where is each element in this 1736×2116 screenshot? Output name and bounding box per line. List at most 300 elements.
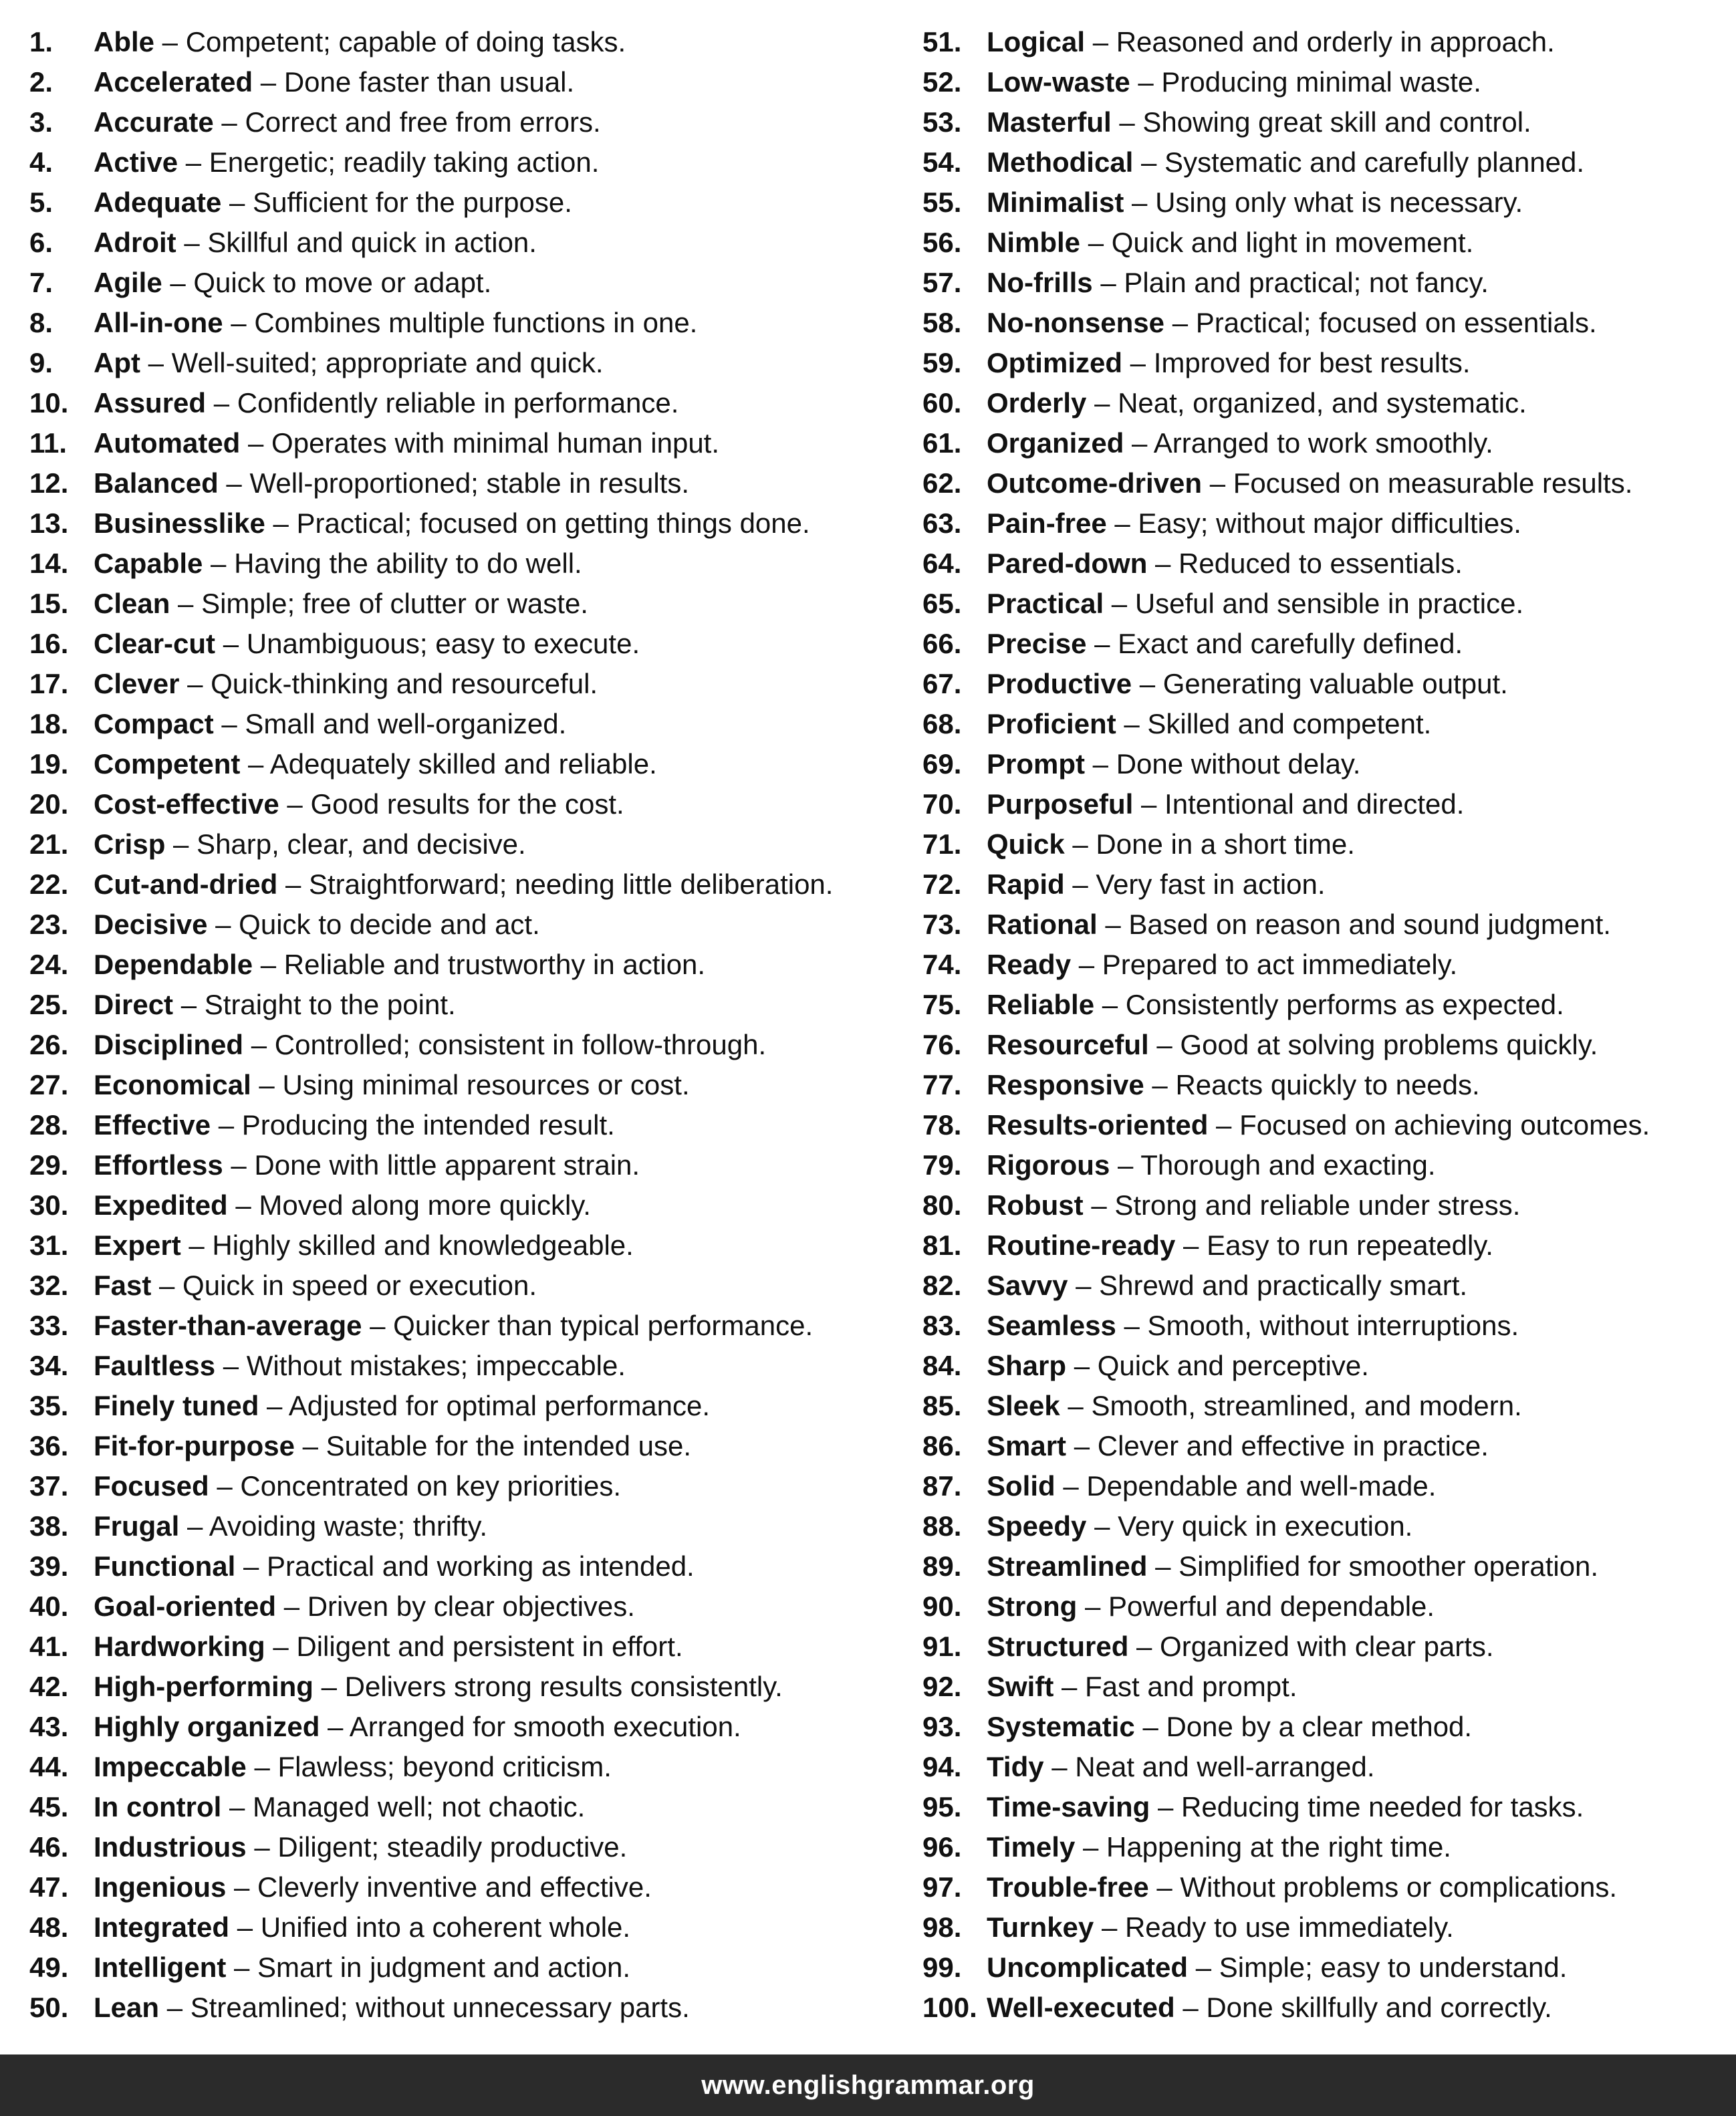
item-definition: – Simplified for smoother operation. [1147, 1550, 1599, 1582]
list-item [922, 1350, 1725, 1390]
list-item [922, 307, 1725, 347]
list-item [922, 1992, 1725, 2032]
item-term: Orderly [987, 387, 1087, 419]
item-term: Rapid [987, 868, 1065, 900]
item-definition: – Reducing time needed for tasks. [1150, 1791, 1584, 1823]
item-term: In control [94, 1791, 222, 1823]
item-term: No-frills [987, 267, 1093, 298]
list-item [922, 1591, 1725, 1631]
item-term: Rigorous [987, 1149, 1110, 1181]
item-term: Cut-and-dried [94, 868, 278, 900]
item-number: 96. [922, 1831, 962, 1863]
item-number: 31. [29, 1229, 69, 1261]
item-definition: – Based on reason and sound judgment. [1097, 909, 1611, 940]
item-number: 23. [29, 909, 69, 940]
item-term: Well-executed [987, 1992, 1175, 2023]
item-definition: – Unified into a coherent whole. [229, 1911, 631, 1943]
item-term: Time-saving [987, 1791, 1150, 1823]
list-item [29, 1430, 892, 1470]
list-item [29, 949, 892, 989]
item-definition: – Happening at the right time. [1075, 1831, 1451, 1863]
item-definition: – Reacts quickly to needs. [1144, 1069, 1480, 1100]
item-term: Faultless [94, 1350, 216, 1381]
item-number: 9. [29, 347, 53, 378]
list-item [29, 307, 892, 347]
list-item [29, 828, 892, 868]
item-definition: – Adequately skilled and reliable. [240, 748, 657, 780]
list-item [922, 1430, 1725, 1470]
item-number: 73. [922, 909, 962, 940]
list-item [29, 868, 892, 909]
item-definition: – Arranged to work smoothly. [1124, 427, 1493, 459]
item-number: 98. [922, 1911, 962, 1943]
item-number: 28. [29, 1109, 69, 1141]
item-definition: – Delivers strong results consistently. [313, 1671, 783, 1702]
item-term: Seamless [987, 1310, 1116, 1341]
item-term: Integrated [94, 1911, 230, 1943]
item-definition: – Highly skilled and knowledgeable. [180, 1229, 634, 1261]
item-number: 88. [922, 1510, 962, 1542]
item-number: 83. [922, 1310, 962, 1341]
item-number: 79. [922, 1149, 962, 1181]
item-number: 91. [922, 1631, 962, 1662]
item-number: 13. [29, 507, 69, 539]
item-term: Results-oriented [987, 1109, 1209, 1141]
item-number: 100. [922, 1992, 977, 2023]
list-item [29, 187, 892, 227]
item-definition: – Well-proportioned; stable in results. [218, 467, 689, 499]
list-item [29, 909, 892, 949]
item-definition: – Exact and carefully defined. [1086, 628, 1463, 659]
item-definition: – Dependable and well-made. [1055, 1470, 1437, 1502]
item-term: Purposeful [987, 788, 1134, 820]
list-item [29, 748, 892, 788]
item-term: Cost-effective [94, 788, 279, 820]
item-definition: – Quicker than typical performance. [362, 1310, 814, 1341]
item-definition: – Skilled and competent. [1116, 708, 1432, 739]
list-item [29, 1109, 892, 1149]
item-term: Reliable [987, 989, 1095, 1020]
item-number: 59. [922, 347, 962, 378]
item-term: Able [94, 26, 155, 57]
item-term: Assured [94, 387, 207, 419]
list-item [29, 26, 892, 66]
item-number: 29. [29, 1149, 69, 1181]
item-number: 30. [29, 1189, 69, 1221]
item-number: 62. [922, 467, 962, 499]
item-term: Minimalist [987, 187, 1124, 218]
item-term: Outcome-driven [987, 467, 1203, 499]
item-number: 45. [29, 1791, 69, 1823]
item-term: Dependable [94, 949, 253, 980]
list-item [29, 1952, 892, 1992]
list-item [922, 1310, 1725, 1350]
item-number: 57. [922, 267, 962, 298]
item-term: Clear-cut [94, 628, 216, 659]
item-number: 5. [29, 187, 53, 218]
word-list-column-left [29, 26, 892, 2032]
item-definition: – Shrewd and practically smart. [1068, 1270, 1468, 1301]
item-term: Pared-down [987, 548, 1148, 579]
item-term: Direct [94, 989, 174, 1020]
item-number: 24. [29, 949, 69, 980]
item-term: Expert [94, 1229, 181, 1261]
item-number: 63. [922, 507, 962, 539]
item-term: Compact [94, 708, 214, 739]
item-number: 33. [29, 1310, 69, 1341]
item-definition: – Good results for the cost. [279, 788, 624, 820]
list-item [922, 1751, 1725, 1791]
item-definition: – Adjusted for optimal performance. [259, 1390, 711, 1421]
item-term: Businesslike [94, 507, 265, 539]
list-item [29, 628, 892, 668]
item-definition: – Controlled; consistent in follow-through. [243, 1029, 767, 1060]
item-definition: – Energetic; readily taking action. [178, 146, 600, 178]
item-number: 1. [29, 26, 53, 57]
list-item [29, 1189, 892, 1229]
list-item [922, 1631, 1725, 1671]
list-item [29, 1229, 892, 1270]
item-definition: – Sharp, clear, and decisive. [165, 828, 526, 860]
list-item [922, 1109, 1725, 1149]
list-item [922, 1390, 1725, 1430]
item-definition: – Very fast in action. [1064, 868, 1326, 900]
list-item [922, 548, 1725, 588]
item-definition: – Done with little apparent strain. [223, 1149, 640, 1181]
list-item [29, 1791, 892, 1831]
item-definition: – Using minimal resources or cost. [251, 1069, 690, 1100]
item-number: 15. [29, 588, 69, 619]
item-number: 25. [29, 989, 69, 1020]
item-term: Adequate [94, 187, 222, 218]
list-item [922, 1510, 1725, 1550]
item-number: 86. [922, 1430, 962, 1461]
item-definition: – Streamlined; without unnecessary parts. [159, 1992, 690, 2023]
list-item [922, 1029, 1725, 1069]
item-definition: – Managed well; not chaotic. [221, 1791, 586, 1823]
item-term: Low-waste [987, 66, 1130, 98]
list-item [922, 668, 1725, 708]
list-item [29, 1550, 892, 1591]
item-term: Decisive [94, 909, 208, 940]
item-number: 44. [29, 1751, 69, 1782]
item-term: Responsive [987, 1069, 1144, 1100]
item-number: 93. [922, 1711, 962, 1742]
item-number: 19. [29, 748, 69, 780]
item-term: Competent [94, 748, 241, 780]
item-definition: – Intentional and directed. [1133, 788, 1465, 820]
item-definition: – Suitable for the intended use. [294, 1430, 692, 1461]
list-item [922, 1911, 1725, 1952]
list-item [29, 427, 892, 467]
item-term: Methodical [987, 146, 1134, 178]
item-term: Systematic [987, 1711, 1135, 1742]
item-definition: – Arranged for smooth execution. [320, 1711, 741, 1742]
item-definition: – Generating valuable output. [1132, 668, 1508, 699]
list-item [922, 187, 1725, 227]
item-number: 2. [29, 66, 53, 98]
item-number: 58. [922, 307, 962, 338]
item-definition: – Smart in judgment and action. [226, 1952, 631, 1983]
list-item [922, 227, 1725, 267]
list-item [922, 26, 1725, 66]
item-definition: – Reasoned and orderly in approach. [1085, 26, 1555, 57]
item-definition: – Skillful and quick in action. [176, 227, 537, 258]
list-item [29, 1149, 892, 1189]
item-definition: – Smooth, streamlined, and modern. [1060, 1390, 1522, 1421]
list-item [29, 1711, 892, 1751]
item-term: High-performing [94, 1671, 314, 1702]
item-definition: – Practical and working as intended. [235, 1550, 695, 1582]
item-definition: – Practical; focused on essentials. [1164, 307, 1597, 338]
item-number: 56. [922, 227, 962, 258]
item-definition: – Fast and prompt. [1053, 1671, 1297, 1702]
item-term: Solid [987, 1470, 1056, 1502]
list-item [922, 507, 1725, 548]
list-item [29, 1751, 892, 1791]
item-definition: – Useful and sensible in practice. [1104, 588, 1524, 619]
item-term: No-nonsense [987, 307, 1165, 338]
list-item [922, 1871, 1725, 1911]
item-definition: – Driven by clear objectives. [276, 1591, 635, 1622]
item-definition: – Simple; easy to understand. [1188, 1952, 1568, 1983]
item-term: Agile [94, 267, 162, 298]
item-definition: – Prepared to act immediately. [1071, 949, 1458, 980]
item-term: Adroit [94, 227, 176, 258]
item-term: Automated [94, 427, 241, 459]
list-item [922, 1671, 1725, 1711]
list-item [29, 1631, 892, 1671]
item-definition: – Without problems or complications. [1148, 1871, 1617, 1903]
item-term: Sleek [987, 1390, 1060, 1421]
item-number: 41. [29, 1631, 69, 1662]
item-term: Clever [94, 668, 180, 699]
list-item [922, 267, 1725, 307]
list-item [29, 1671, 892, 1711]
item-definition: – Straightforward; needing little deliberation. [277, 868, 834, 900]
list-item [29, 507, 892, 548]
item-term: Sharp [987, 1350, 1067, 1381]
item-term: Resourceful [987, 1029, 1149, 1060]
item-definition: – Neat and well-arranged. [1043, 1751, 1375, 1782]
list-item [29, 1831, 892, 1871]
item-number: 85. [922, 1390, 962, 1421]
footer-bar [0, 2054, 1736, 2116]
item-number: 81. [922, 1229, 962, 1261]
list-item [922, 748, 1725, 788]
item-number: 94. [922, 1751, 962, 1782]
item-definition: – Thorough and exacting. [1110, 1149, 1436, 1181]
item-definition: – Done without delay. [1085, 748, 1361, 780]
list-item [922, 146, 1725, 187]
list-item [922, 467, 1725, 507]
item-number: 47. [29, 1871, 69, 1903]
item-term: Nimble [987, 227, 1081, 258]
item-term: Fit-for-purpose [94, 1430, 295, 1461]
item-number: 89. [922, 1550, 962, 1582]
item-number: 20. [29, 788, 69, 820]
item-number: 82. [922, 1270, 962, 1301]
list-item [922, 66, 1725, 106]
item-number: 16. [29, 628, 69, 659]
list-item [922, 106, 1725, 146]
item-term: Logical [987, 26, 1086, 57]
list-item [922, 1189, 1725, 1229]
list-item [922, 1791, 1725, 1831]
item-term: Faster-than-average [94, 1310, 362, 1341]
item-number: 69. [922, 748, 962, 780]
list-item [922, 588, 1725, 628]
list-item [922, 1149, 1725, 1189]
item-term: Finely tuned [94, 1390, 259, 1421]
item-definition: – Organized with clear parts. [1128, 1631, 1494, 1662]
item-number: 34. [29, 1350, 69, 1381]
item-term: Accurate [94, 106, 214, 138]
item-definition: – Showing great skill and control. [1111, 106, 1531, 138]
item-term: Structured [987, 1631, 1129, 1662]
item-term: Disciplined [94, 1029, 244, 1060]
item-term: Proficient [987, 708, 1116, 739]
item-number: 48. [29, 1911, 69, 1943]
item-definition: – Neat, organized, and systematic. [1086, 387, 1527, 419]
item-definition: – Without mistakes; impeccable. [215, 1350, 626, 1381]
item-definition: – Done by a clear method. [1134, 1711, 1473, 1742]
item-definition: – Producing the intended result. [211, 1109, 615, 1141]
item-term: Optimized [987, 347, 1123, 378]
list-item [29, 1270, 892, 1310]
item-definition: – Powerful and dependable. [1077, 1591, 1435, 1622]
list-item [922, 628, 1725, 668]
item-term: Balanced [94, 467, 219, 499]
item-number: 64. [922, 548, 962, 579]
item-term: Intelligent [94, 1952, 227, 1983]
item-term: Fast [94, 1270, 152, 1301]
item-number: 92. [922, 1671, 962, 1702]
item-definition: – Practical; focused on getting things done. [265, 507, 810, 539]
list-item [922, 1470, 1725, 1510]
item-term: Swift [987, 1671, 1054, 1702]
item-number: 71. [922, 828, 962, 860]
list-item [922, 347, 1725, 387]
item-number: 87. [922, 1470, 962, 1502]
item-definition: – Good at solving problems quickly. [1148, 1029, 1598, 1060]
list-item [922, 427, 1725, 467]
list-item [922, 1550, 1725, 1591]
list-item [29, 66, 892, 106]
item-number: 10. [29, 387, 69, 419]
item-number: 55. [922, 187, 962, 218]
item-definition: – Concentrated on key priorities. [209, 1470, 622, 1502]
item-number: 80. [922, 1189, 962, 1221]
list-item [29, 146, 892, 187]
item-definition: – Reliable and trustworthy in action. [253, 949, 706, 980]
item-term: Streamlined [987, 1550, 1148, 1582]
list-item [29, 1992, 892, 2032]
item-term: Crisp [94, 828, 166, 860]
item-number: 3. [29, 106, 53, 138]
item-term: Effective [94, 1109, 211, 1141]
footer-website[interactable]: www.englishgrammar.org [701, 2070, 1035, 2100]
item-term: Ingenious [94, 1871, 227, 1903]
list-item [29, 788, 892, 828]
item-term: Precise [987, 628, 1087, 659]
list-item [29, 267, 892, 307]
item-definition: – Quick to decide and act. [207, 909, 540, 940]
item-number: 53. [922, 106, 962, 138]
item-number: 67. [922, 668, 962, 699]
item-number: 77. [922, 1069, 962, 1100]
item-number: 49. [29, 1952, 69, 1983]
item-term: Speedy [987, 1510, 1087, 1542]
list-item [29, 1350, 892, 1390]
item-term: Turnkey [987, 1911, 1094, 1943]
item-term: Highly organized [94, 1711, 320, 1742]
item-definition: – Very quick in execution. [1086, 1510, 1413, 1542]
item-number: 99. [922, 1952, 962, 1983]
item-number: 76. [922, 1029, 962, 1060]
list-item [29, 1591, 892, 1631]
item-term: Organized [987, 427, 1124, 459]
item-term: Smart [987, 1430, 1067, 1461]
item-number: 7. [29, 267, 53, 298]
item-number: 95. [922, 1791, 962, 1823]
item-term: Strong [987, 1591, 1078, 1622]
word-list-column-right [922, 26, 1725, 2032]
list-item [29, 106, 892, 146]
item-definition: – Competent; capable of doing tasks. [154, 26, 626, 57]
item-number: 50. [29, 1992, 69, 2023]
item-term: Quick [987, 828, 1065, 860]
item-term: Tidy [987, 1751, 1044, 1782]
item-definition: – Small and well-organized. [213, 708, 567, 739]
item-term: Practical [987, 588, 1104, 619]
list-item [29, 1069, 892, 1109]
list-item [29, 1390, 892, 1430]
list-item [922, 1711, 1725, 1751]
item-term: Savvy [987, 1270, 1068, 1301]
item-definition: – Quick-thinking and resourceful. [179, 668, 598, 699]
item-number: 32. [29, 1270, 69, 1301]
item-number: 18. [29, 708, 69, 739]
item-number: 39. [29, 1550, 69, 1582]
item-term: Goal-oriented [94, 1591, 277, 1622]
item-definition: – Focused on measurable results. [1202, 467, 1633, 499]
item-definition: – Confidently reliable in performance. [206, 387, 679, 419]
list-item [29, 347, 892, 387]
item-term: Economical [94, 1069, 251, 1100]
item-number: 74. [922, 949, 962, 980]
list-item [922, 788, 1725, 828]
item-term: Functional [94, 1550, 236, 1582]
list-item [922, 1069, 1725, 1109]
item-number: 61. [922, 427, 962, 459]
item-definition: – Diligent; steadily productive. [246, 1831, 628, 1863]
list-item [29, 588, 892, 628]
item-definition: – Sufficient for the purpose. [221, 187, 572, 218]
item-definition: – Moved along more quickly. [227, 1189, 591, 1221]
item-number: 70. [922, 788, 962, 820]
item-definition: – Well-suited; appropriate and quick. [140, 347, 604, 378]
list-item [29, 1310, 892, 1350]
list-item [29, 1911, 892, 1952]
item-term: Timely [987, 1831, 1076, 1863]
item-term: Productive [987, 668, 1132, 699]
list-item [29, 708, 892, 748]
list-item [29, 668, 892, 708]
item-definition: – Quick and perceptive. [1066, 1350, 1369, 1381]
item-number: 36. [29, 1430, 69, 1461]
item-term: Frugal [94, 1510, 180, 1542]
